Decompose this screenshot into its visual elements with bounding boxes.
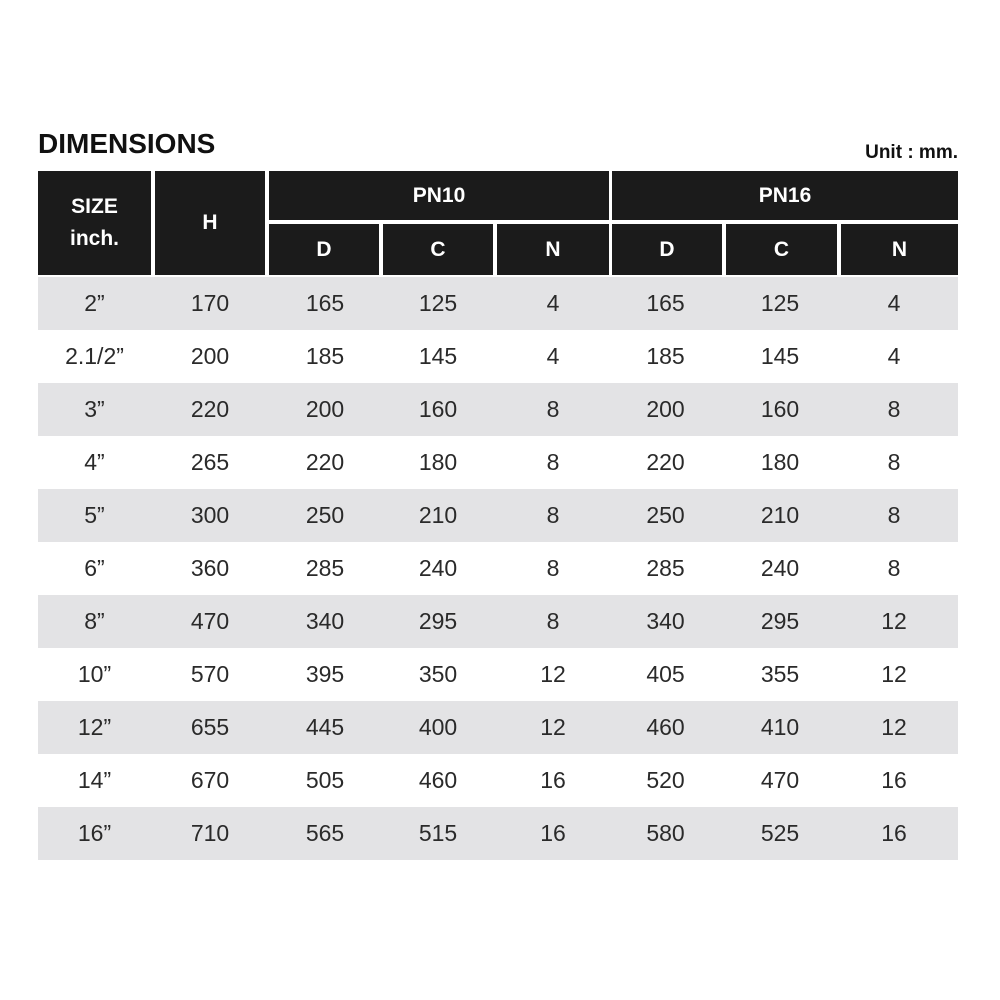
- cell-pn10-n: 8: [546, 396, 560, 422]
- table-row: [38, 807, 958, 860]
- cell-pn10-n: 12: [540, 714, 566, 740]
- cell-pn10-c: 400: [418, 714, 458, 740]
- cell-pn10-d: 285: [305, 555, 345, 581]
- cell-pn16-c: 240: [760, 555, 800, 581]
- table-row: [38, 542, 958, 595]
- header-pn10-c: C: [383, 224, 493, 275]
- cell-pn16-n: 8: [887, 396, 901, 422]
- cell-pn10-c: 180: [418, 449, 458, 475]
- cell-h: 220: [190, 396, 230, 422]
- header-pn16-n: N: [841, 224, 958, 275]
- cell-h: 200: [190, 343, 230, 369]
- cell-size: 8”: [84, 608, 105, 634]
- cell-h: 170: [190, 290, 230, 316]
- cell-size: 12”: [77, 714, 112, 740]
- header-size: [38, 171, 151, 275]
- cell-pn10-c: 145: [418, 343, 458, 369]
- header-pn10: PN10: [269, 171, 609, 220]
- cell-pn10-n: 16: [540, 767, 566, 793]
- cell-pn10-c: 515: [418, 820, 458, 846]
- table-row: [38, 648, 958, 701]
- cell-size: 5”: [84, 502, 105, 528]
- cell-pn16-d: 460: [646, 714, 685, 740]
- unit-label: Unit : mm.: [865, 142, 958, 163]
- cell-size: 14”: [77, 767, 112, 793]
- cell-pn10-d: 200: [305, 396, 345, 422]
- header-pn16-d: D: [612, 224, 722, 275]
- page-title: DIMENSIONS: [38, 128, 216, 159]
- cell-pn16-c: 145: [760, 343, 800, 369]
- cell-size: 2”: [84, 290, 105, 316]
- cell-pn16-d: 405: [646, 661, 685, 687]
- cell-pn10-n: 8: [546, 555, 560, 581]
- header-pn16: PN16: [612, 171, 958, 220]
- table-row: [38, 754, 958, 807]
- table-row: [38, 383, 958, 436]
- cell-pn16-d: 520: [646, 767, 685, 793]
- cell-pn16-d: 250: [646, 502, 685, 528]
- cell-pn16-n: 4: [887, 290, 901, 316]
- cell-pn10-c: 125: [418, 290, 458, 316]
- cell-h: 570: [190, 661, 230, 687]
- cell-size: 2.1/2”: [65, 343, 124, 369]
- cell-pn16-n: 8: [887, 502, 901, 528]
- header-h: H: [155, 171, 265, 275]
- cell-pn10-d: 185: [305, 343, 345, 369]
- cell-h: 710: [190, 820, 230, 846]
- cell-pn16-d: 285: [646, 555, 685, 581]
- cell-h: 655: [190, 714, 230, 740]
- cell-pn16-c: 210: [760, 502, 800, 528]
- cell-pn10-c: 350: [418, 661, 458, 687]
- cell-pn16-d: 580: [646, 820, 685, 846]
- cell-pn16-c: 410: [760, 714, 800, 740]
- table-row: [38, 701, 958, 754]
- cell-size: 6”: [84, 555, 105, 581]
- cell-pn16-n: 16: [881, 767, 907, 793]
- cell-pn16-d: 185: [646, 343, 685, 369]
- header-pn16-c: C: [726, 224, 837, 275]
- cell-size: 10”: [77, 661, 112, 687]
- cell-h: 265: [190, 449, 230, 475]
- table-row: [38, 330, 958, 383]
- cell-pn16-c: 125: [760, 290, 800, 316]
- cell-h: 670: [190, 767, 230, 793]
- cell-pn10-c: 295: [418, 608, 458, 634]
- cell-size: 16”: [77, 820, 112, 846]
- cell-pn16-d: 340: [646, 608, 685, 634]
- cell-pn10-d: 395: [305, 661, 345, 687]
- cell-pn10-c: 240: [418, 555, 458, 581]
- dimensions-table-body: [38, 277, 958, 860]
- cell-pn16-n: 16: [881, 820, 907, 846]
- cell-size: 3”: [84, 396, 105, 422]
- cell-pn16-c: 160: [760, 396, 800, 422]
- cell-pn10-n: 16: [540, 820, 566, 846]
- cell-pn16-d: 220: [646, 449, 685, 475]
- cell-pn10-n: 8: [546, 608, 560, 634]
- cell-pn16-c: 470: [760, 767, 800, 793]
- header-size-line1: SIZE: [71, 195, 118, 218]
- cell-pn10-n: 12: [540, 661, 566, 687]
- cell-pn10-n: 8: [546, 449, 560, 475]
- cell-pn10-d: 250: [305, 502, 345, 528]
- cell-pn16-n: 8: [887, 449, 901, 475]
- cell-pn16-d: 200: [646, 396, 685, 422]
- cell-pn10-d: 165: [305, 290, 345, 316]
- cell-pn10-c: 460: [418, 767, 458, 793]
- cell-h: 470: [190, 608, 230, 634]
- cell-pn10-d: 505: [305, 767, 345, 793]
- cell-pn10-c: 160: [418, 396, 458, 422]
- table-row: [38, 277, 958, 330]
- header-size-line2: inch.: [69, 227, 119, 250]
- header-pn10-n: N: [497, 224, 609, 275]
- cell-pn10-d: 445: [305, 714, 345, 740]
- cell-pn16-c: 295: [760, 608, 800, 634]
- cell-pn16-c: 355: [760, 661, 800, 687]
- cell-pn16-n: 8: [887, 555, 901, 581]
- cell-pn10-n: 4: [546, 343, 560, 369]
- cell-h: 300: [190, 502, 230, 528]
- cell-pn16-n: 12: [881, 608, 907, 634]
- cell-pn10-d: 565: [305, 820, 345, 846]
- cell-pn16-d: 165: [646, 290, 685, 316]
- table-row: [38, 595, 958, 648]
- cell-pn16-c: 525: [760, 820, 800, 846]
- table-row: [38, 489, 958, 542]
- cell-pn16-n: 4: [887, 343, 901, 369]
- cell-pn10-c: 210: [418, 502, 458, 528]
- cell-h: 360: [190, 555, 230, 581]
- cell-pn16-n: 12: [881, 661, 907, 687]
- cell-pn10-d: 220: [305, 449, 345, 475]
- cell-pn16-n: 12: [881, 714, 907, 740]
- cell-pn10-n: 8: [546, 502, 560, 528]
- cell-pn10-n: 4: [546, 290, 560, 316]
- cell-pn10-d: 340: [305, 608, 345, 634]
- cell-size: 4”: [84, 449, 105, 475]
- cell-pn16-c: 180: [760, 449, 800, 475]
- header-pn10-d: D: [269, 224, 379, 275]
- table-row: [38, 436, 958, 489]
